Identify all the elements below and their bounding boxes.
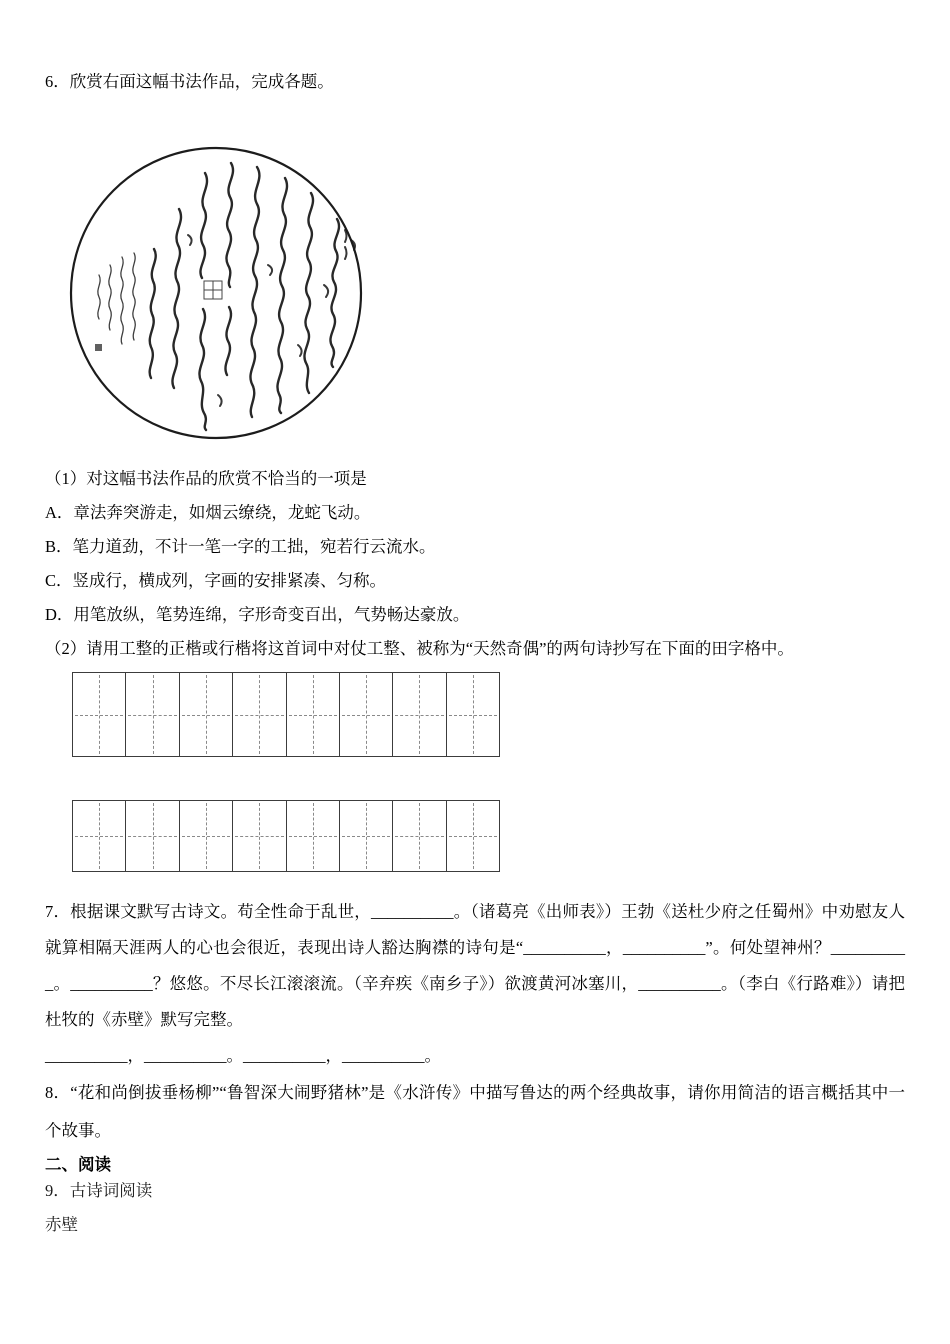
tianzige-cell [339, 800, 393, 872]
question-9-title: 9．古诗词阅读 [45, 1181, 153, 1200]
question-6-title: 6．欣赏右面这幅书法作品，完成各题。 [45, 72, 334, 91]
tianzige-grid-1 [72, 672, 500, 757]
tianzige-grid-2 [72, 800, 500, 872]
q6-option-d: D．用笔放纵，笔势连绵，字形奇变百出，气势畅达豪放。 [45, 605, 470, 624]
q6-sub1-prompt: （1）对这幅书法作品的欣赏不恰当的一项是 [45, 469, 367, 488]
tianzige-cell [179, 800, 233, 872]
tianzige-cell [392, 800, 446, 872]
tianzige-cell [125, 672, 179, 757]
calligraphy-circle-icon [68, 145, 364, 441]
tianzige-cell [125, 800, 179, 872]
tianzige-cell [446, 800, 500, 872]
tianzige-cell [72, 800, 126, 872]
question-7-answer-blanks: __________，__________。__________，__________。 [45, 1046, 441, 1065]
tianzige-cell [232, 672, 286, 757]
q6-option-a: A．章法奔突游走，如烟云缭绕，龙蛇飞动。 [45, 503, 371, 522]
question-7-text: 7．根据课文默写古诗文。苟全性命于乱世，__________。（诸葛亮《出师表》）王勃《送杜少府之任蜀州》中劝慰友人就算相隔天涯两人的心也会很近，表现出诗人豁达胸襟的诗句是“__________，__________”。何处望神州？__________。__________？悠悠。不尽长江滚滚流。（辛弃疾《南乡子》）欲渡黄河冰塞川，__________。（李白《行路难》）请把杜牧的《赤壁》默写完整。 [45, 902, 905, 1029]
tianzige-cell [339, 672, 393, 757]
tianzige-cell [392, 672, 446, 757]
tianzige-cell [286, 800, 340, 872]
tianzige-cell [232, 800, 286, 872]
q6-option-c: C．竖成行，横成列，字画的安排紧凑、匀称。 [45, 571, 387, 590]
calligraphy-artwork [68, 145, 364, 441]
tianzige-cell [286, 672, 340, 757]
tianzige-cell [446, 672, 500, 757]
q6-option-b: B．笔力道劲，不计一笔一字的工拙，宛若行云流水。 [45, 537, 436, 556]
tianzige-cell [179, 672, 233, 757]
q6-sub2-prompt: （2）请用工整的正楷或行楷将这首词中对仗工整、被称为“天然奇偶”的两句诗抄写在下面的田字格中。 [45, 639, 794, 658]
question-8-text: 8．“花和尚倒拔垂杨柳”“鲁智深大闹野猪林”是《水浒传》中描写鲁达的两个经典故事，请你用简洁的语言概括其中一个故事。 [45, 1083, 905, 1140]
section-2-reading-title: 二、阅读 [45, 1155, 111, 1174]
poem-title-chibi: 赤壁 [45, 1215, 78, 1234]
tianzige-cell [72, 672, 126, 757]
